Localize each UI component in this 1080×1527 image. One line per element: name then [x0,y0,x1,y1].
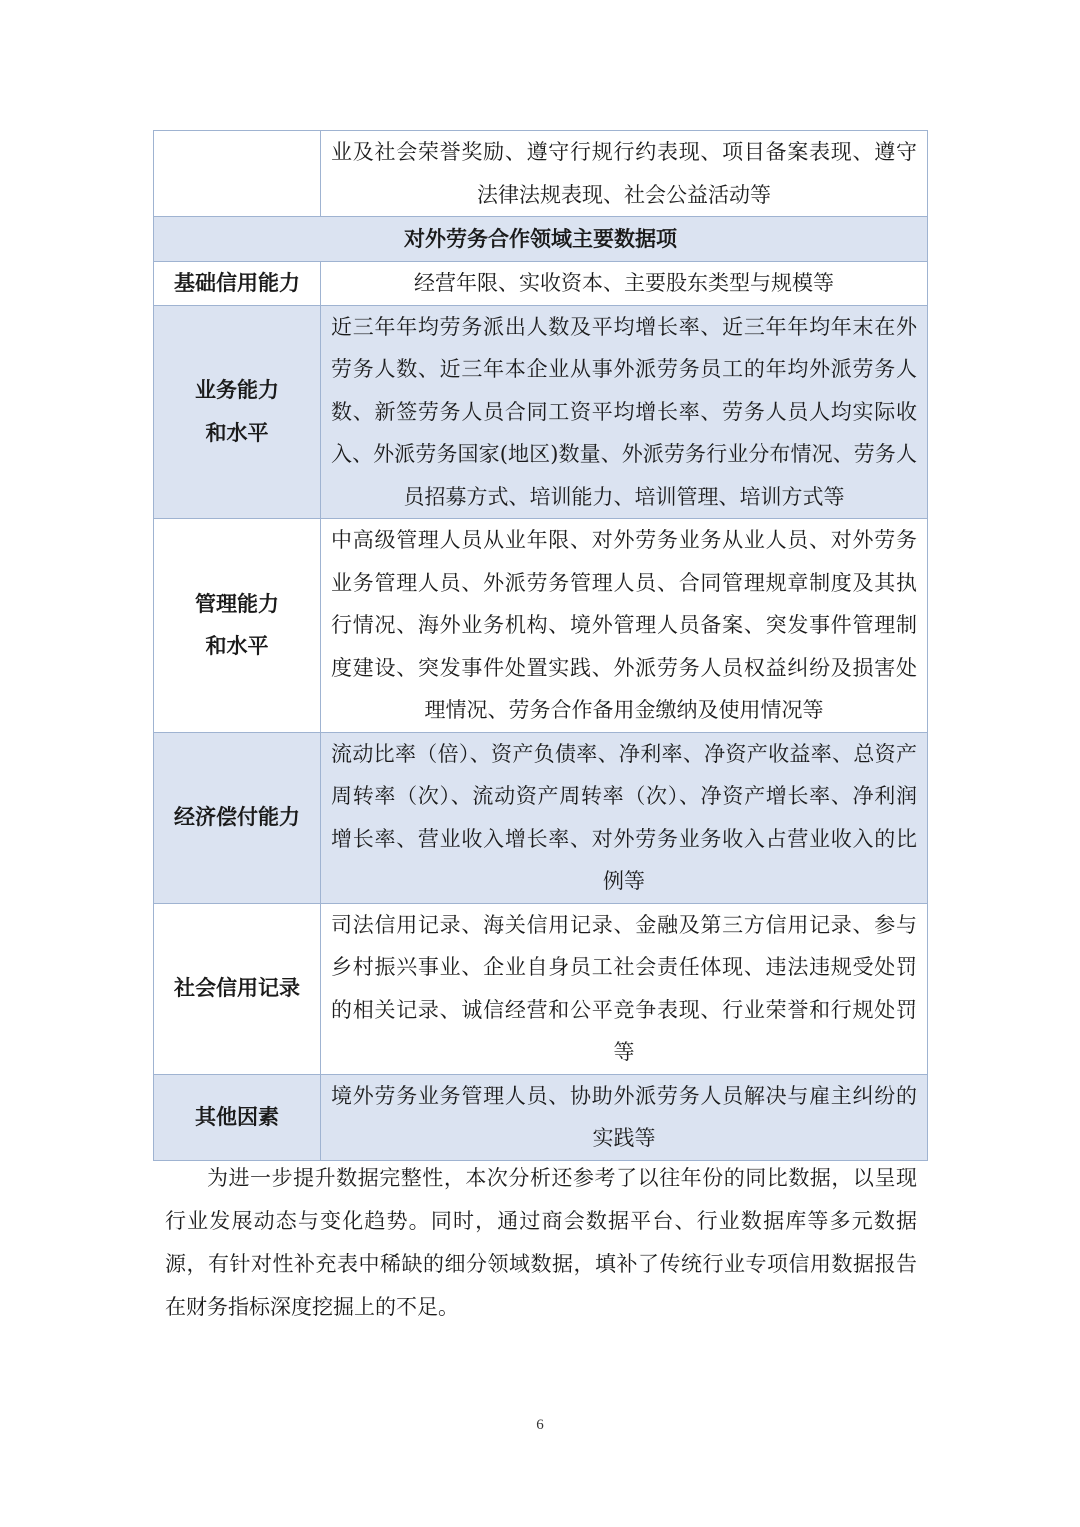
body-paragraph: 为进一步提升数据完整性，本次分析还参考了以往年份的同比数据，以呈现行业发展动态与变化趋势。同时，通过商会数据平台、行业数据库等多元数据源，有针对性补充表中稀缺的细分领域数据，填补了传统行业专项信用数据报告在财务指标深度挖掘上的不足。 [165,1166,917,1319]
row-text: 司法信用记录、海关信用记录、金融及第三方信用记录、参与乡村振兴事业、企业自身员工社会责任体现、违法违规受处罚的相关记录、诚信经营和公平竞争表现、行业荣誉和行规处罚等 [321,903,928,1074]
row-label-line: 和水平 [205,420,269,445]
row-label: 其他因素 [154,1074,321,1160]
row-text: 业及社会荣誉奖励、遵守行规行约表现、项目备案表现、遵守法律法规表现、社会公益活动等 [321,131,928,217]
row-text: 流动比率（倍）、资产负债率、净利率、净资产收益率、总资产周转率（次）、流动资产周转率（次）、净资产增长率、净利润增长率、营业收入增长率、对外劳务业务收入占营业收入的比例等 [321,732,928,903]
table-section-header [154,217,928,262]
row-label-line: 和水平 [205,634,269,659]
row-label-empty [154,131,321,217]
row-text: 境外劳务业务管理人员、协助外派劳务人员解决与雇主纠纷的实践等 [321,1074,928,1160]
row-label-line: 管理能力 [195,591,279,616]
row-text: 近三年年均劳务派出人数及平均增长率、近三年年均年末在外劳务人数、近三年本企业从事外派劳务员工的年均外派劳务人数、新签劳务人员合同工资平均增长率、劳务人员人均实际收入、外派劳务国家(地区)数量、外派劳务行业分布情况、劳务人员招募方式、培训能力、培训管理、培训方式等 [321,305,928,519]
row-text: 经营年限、实收资本、主要股东类型与规模等 [321,262,928,306]
table-row [154,903,928,1074]
row-label-line: 业务能力 [195,378,279,403]
row-label: 基础信用能力 [154,262,321,306]
row-label [154,305,321,519]
section-title: 对外劳务合作领域主要数据项 [154,217,928,262]
data-items-table [153,130,928,1161]
row-label: 经济偿付能力 [154,732,321,903]
row-label: 社会信用记录 [154,903,321,1074]
table-row [154,305,928,519]
row-text: 中高级管理人员从业年限、对外劳务业务从业人员、对外劳务业务管理人员、外派劳务管理人员、合同管理规章制度及其执行情况、海外业务机构、境外管理人员备案、突发事件管理制度建设、突发事件处置实践、外派劳务人员权益纠纷及损害处理情况、劳务合作备用金缴纳及使用情况等 [321,519,928,733]
row-label [154,519,321,733]
table-row [154,732,928,903]
table-row [154,262,928,306]
table-row [154,131,928,217]
table-row [154,519,928,733]
table-row [154,1074,928,1160]
page-number: 6 [536,1417,544,1433]
